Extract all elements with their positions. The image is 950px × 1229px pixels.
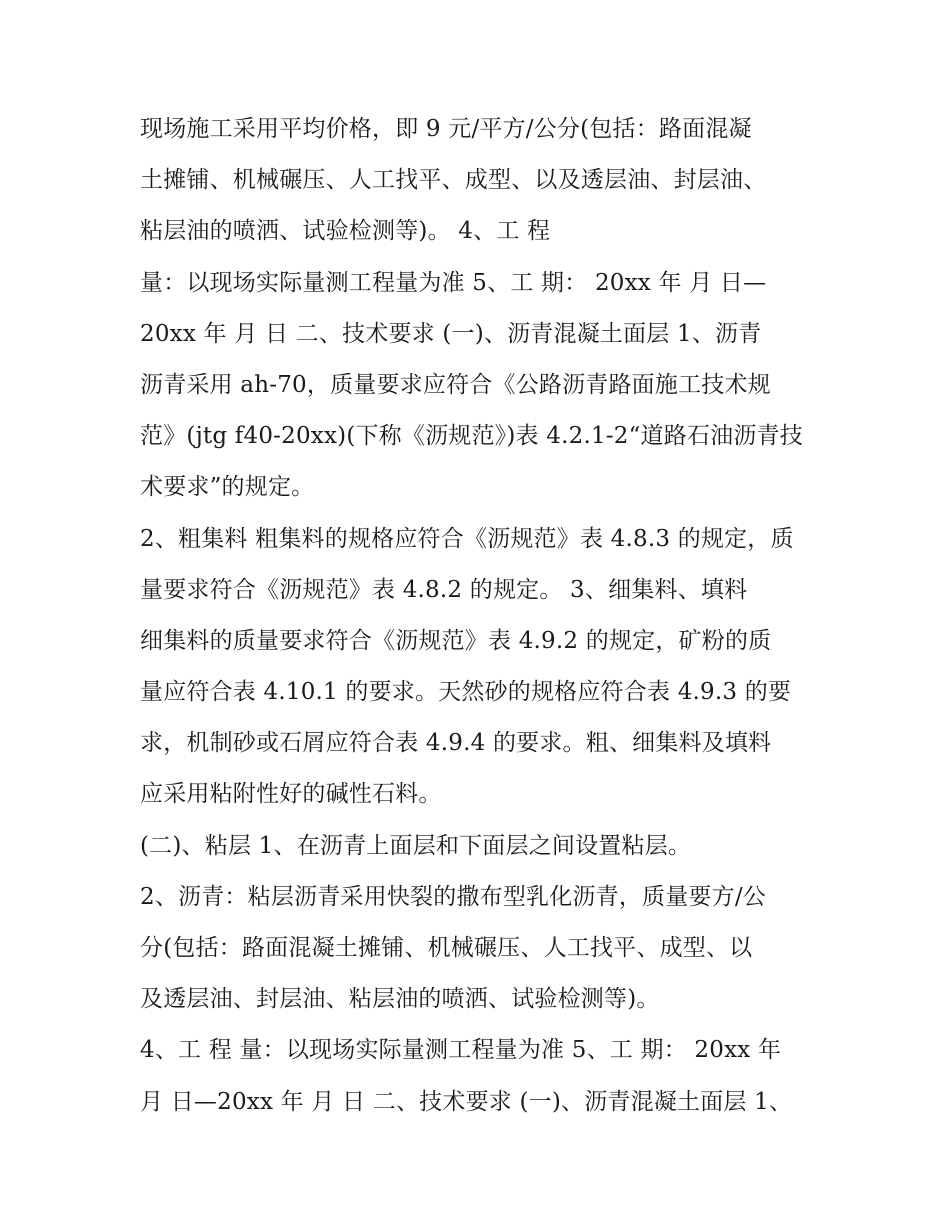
text-line: 求，机制砂或石屑应符合表 4.9.4 的要求。粗、细集料及填料 — [140, 730, 772, 757]
text-line: 分(包括：路面混凝土摊铺、机械碾压、人工找平、成型、以 — [140, 935, 753, 961]
text-line: 沥青采用 ah-70，质量要求应符合《公路沥青路面施工技术规 — [140, 371, 771, 398]
text-line: 现场施工采用平均价格，即 9 元/平方/公分(包括：路面混凝 — [140, 116, 752, 142]
text-line: 术要求”的规定。 — [140, 474, 315, 501]
text-line: 量应符合表 4.10.1 的要求。天然砂的规格应符合表 4.9.3 的要 — [140, 679, 792, 706]
text-line: 20xx 年 月 日 二、技术要求 (一)、沥青混凝土面层 1、沥青 — [140, 320, 762, 347]
text-line: 量要求符合《沥规范》表 4.8.2 的规定。 3、细集料、填料 — [140, 576, 748, 603]
text-line: (二)、粘层 1、在沥青上面层和下面层之间设置粘层。 — [140, 832, 692, 859]
text-line: 范》(jtg f40-20xx)(下称《沥规范》)表 4.2.1-2“道路石油沥青技 — [140, 423, 803, 450]
document-body — [140, 104, 820, 1128]
text-line: 土摊铺、机械碾压、人工找平、成型、以及透层油、封层油、 — [140, 167, 767, 194]
text-line: 应采用粘附性好的碱性石料。 — [140, 781, 442, 808]
text-line: 4、工 程 量：以现场实际量测工程量为准 5、工 期： 20xx 年 — [140, 1037, 782, 1064]
text-line: 细集料的质量要求符合《沥规范》表 4.9.2 的规定，矿粉的质 — [140, 627, 772, 654]
text-line: 2、沥青：粘层沥青采用快裂的撒布型乳化沥青，质量要方/公 — [140, 883, 766, 910]
text-line: 量：以现场实际量测工程量为准 5、工 期： 20xx 年 月 日— — [140, 269, 767, 296]
text-line: 月 日—20xx 年 月 日 二、技术要求 (一)、沥青混凝土面层 1、 — [140, 1088, 793, 1115]
text-line: 2、粗集料 粗集料的规格应符合《沥规范》表 4.8.3 的规定，质 — [140, 525, 794, 552]
text-line: 粘层油的喷洒、试验检测等)。 4、工 程 — [140, 218, 551, 245]
text-line: 及透层油、封层油、粘层油的喷洒、试验检测等)。 — [140, 986, 660, 1013]
